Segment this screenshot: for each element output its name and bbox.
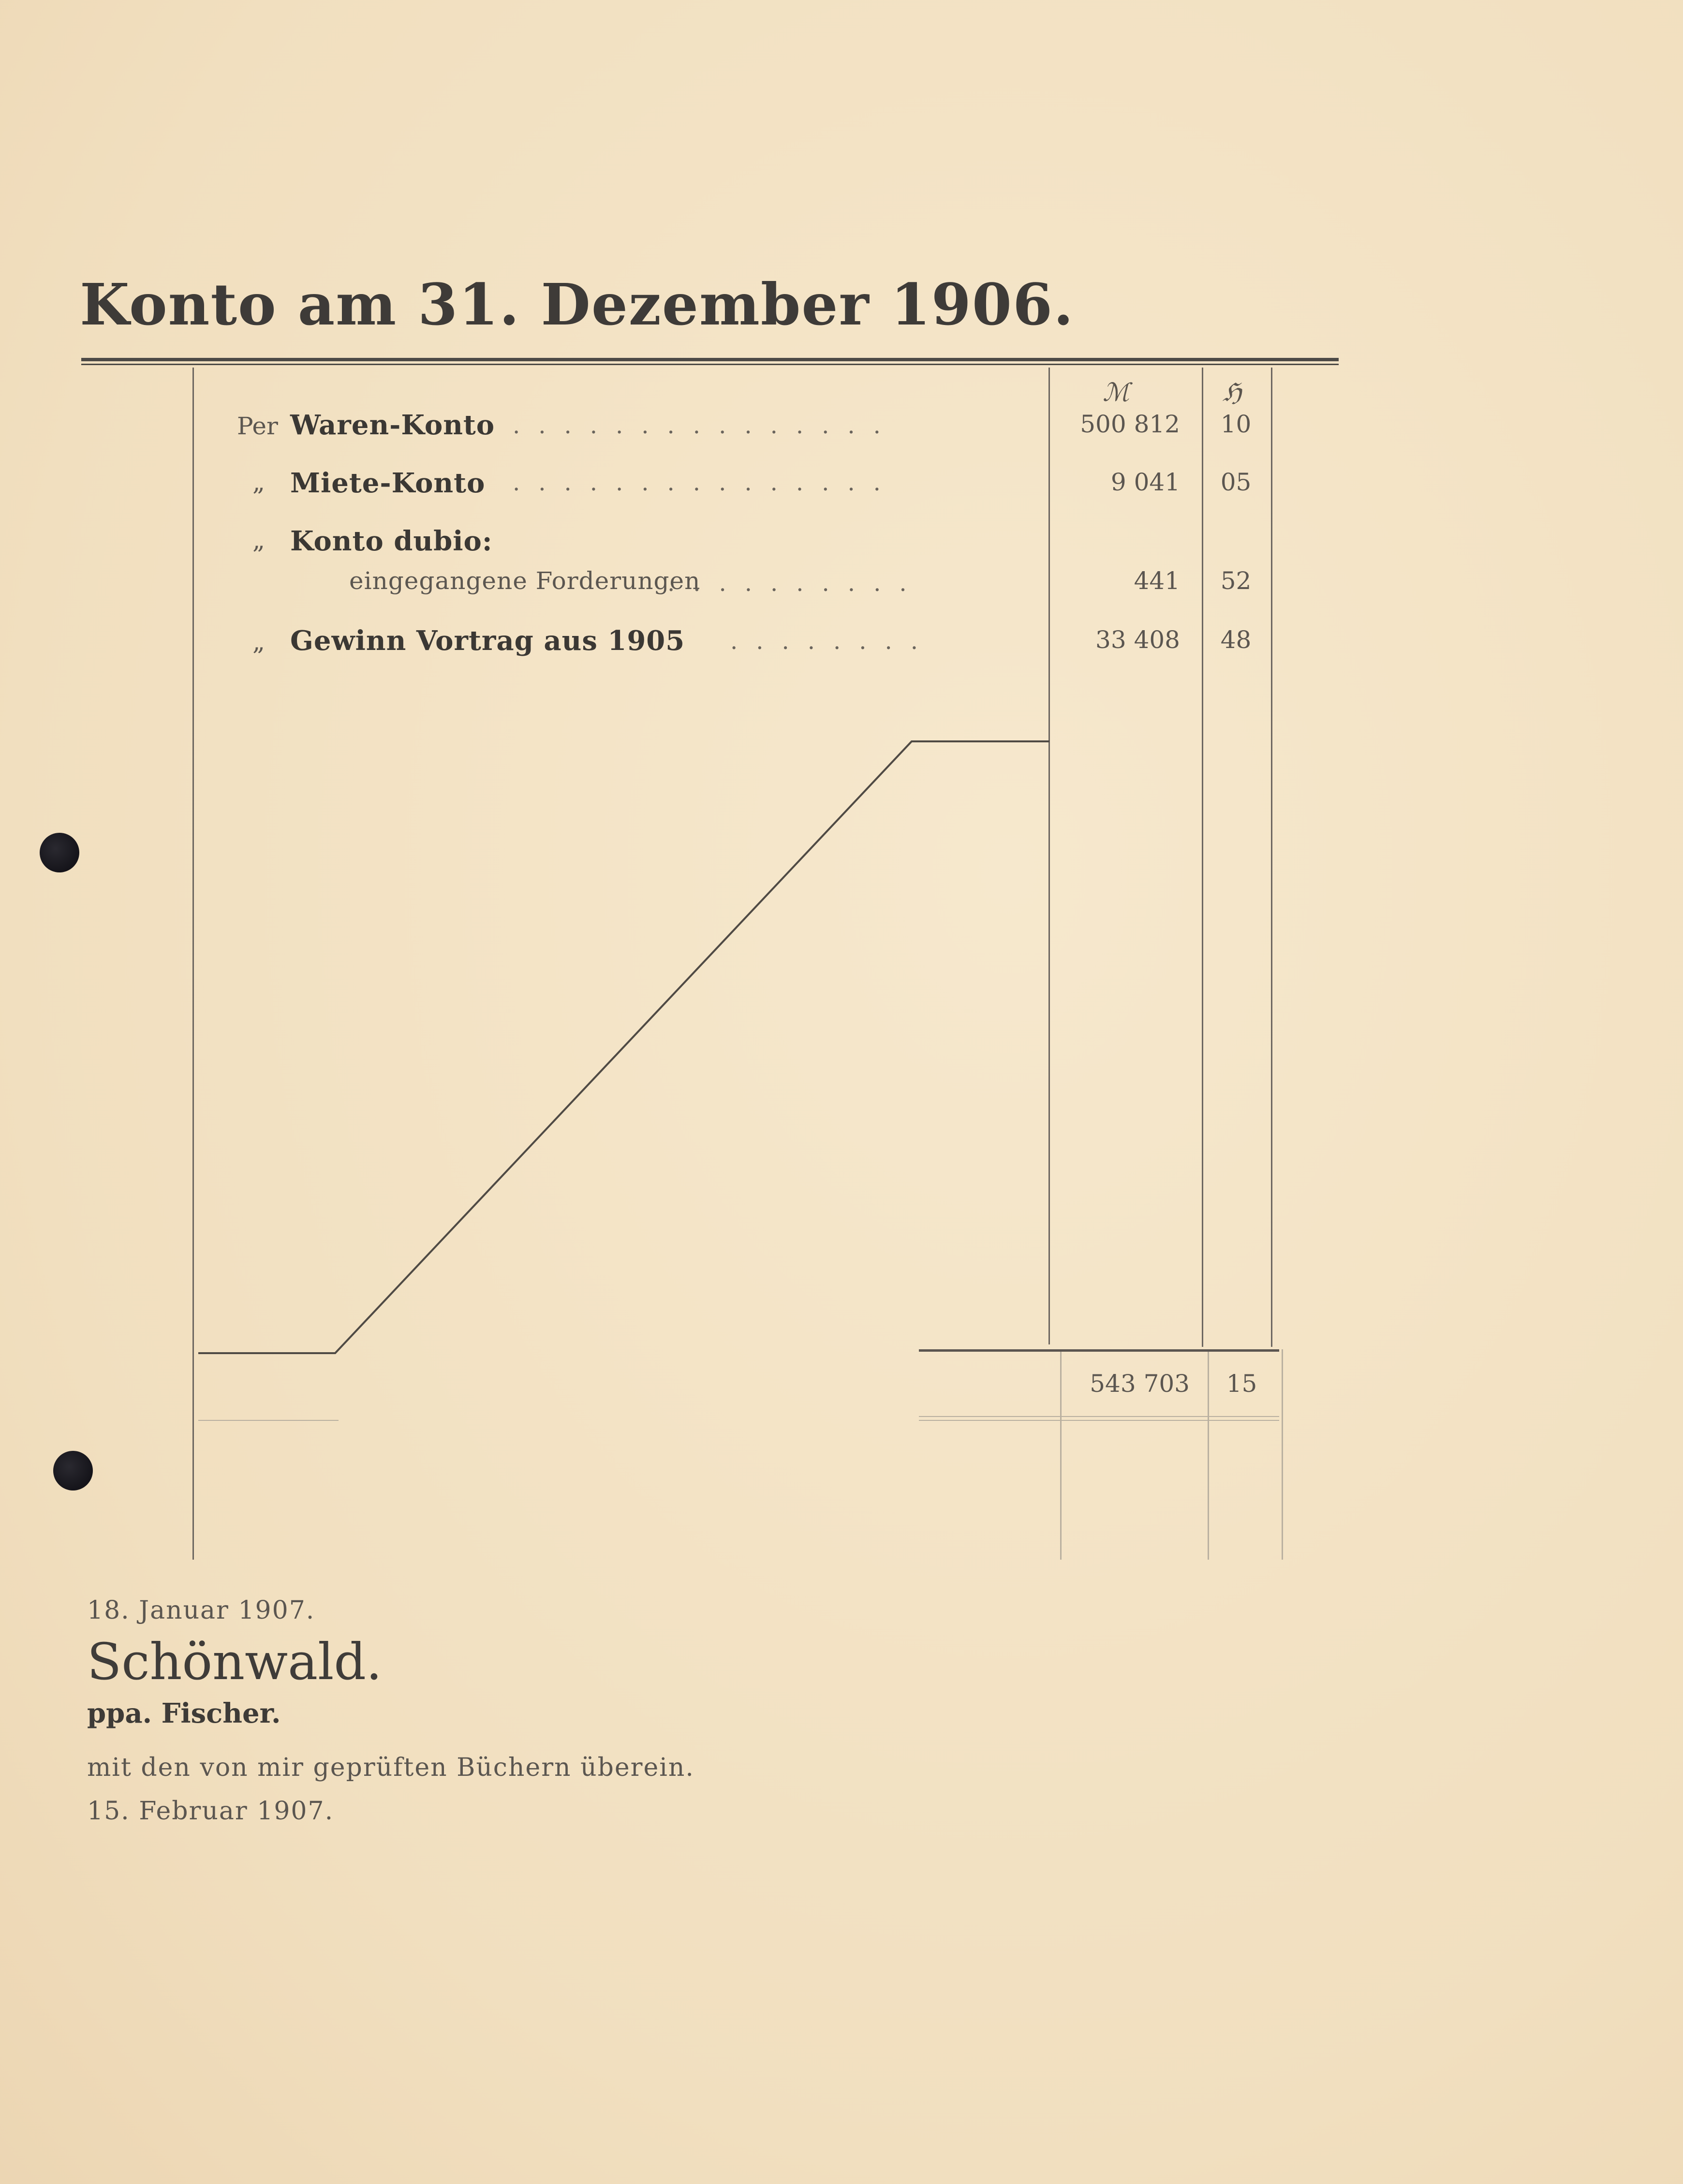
pfennig-column-header: ℌ [1223, 378, 1242, 407]
row-label-miete-konto: Miete-Konto [290, 467, 486, 499]
row-label-waren-konto: Waren-Konto [290, 409, 495, 441]
row-mark-value: 441 [1134, 567, 1180, 595]
row-pf-value: 10 [1220, 410, 1252, 438]
row-prefix: „ [252, 628, 265, 656]
total-mark-value: 543 703 [1090, 1370, 1190, 1398]
left-underline [198, 1420, 339, 1421]
row-pf-value: 48 [1220, 626, 1252, 654]
mark-column-header: ℳ [1103, 378, 1130, 407]
footer-date: 18. Januar 1907. [87, 1596, 315, 1625]
row-prefix: „ [252, 468, 265, 496]
row-label-konto-dubio: Konto dubio: [290, 525, 493, 557]
row-sub-label: eingegangene Forderungen [349, 567, 701, 595]
row-label-gewinn-vortrag: Gewinn Vortrag aus 1905 [290, 625, 685, 657]
footer-audit-note: mit den von mir geprüften Büchern überein. [87, 1753, 694, 1782]
total-underline-2 [919, 1420, 1279, 1421]
total-underline [919, 1416, 1279, 1417]
page-title: Konto am 31. Dezember 1906. [80, 271, 1075, 338]
row-prefix: Per [237, 412, 278, 440]
leader-dots: ............... [513, 412, 899, 439]
footer-signature: Schönwald. [87, 1632, 382, 1691]
leader-dots: ........ [730, 628, 937, 655]
leader-dots: .......... [667, 570, 925, 597]
footer-ppa: ppa. Fischer. [87, 1697, 281, 1729]
total-rule [919, 1349, 1279, 1352]
total-pf-value: 15 [1226, 1370, 1257, 1398]
row-pf-value: 52 [1220, 567, 1252, 595]
row-mark-value: 33 408 [1095, 626, 1180, 654]
row-prefix: „ [252, 526, 265, 554]
row-mark-value: 9 041 [1110, 468, 1180, 496]
row-mark-value: 500 812 [1080, 410, 1180, 438]
footer-audit-date: 15. Februar 1907. [87, 1797, 334, 1826]
row-pf-value: 05 [1220, 468, 1252, 496]
leader-dots: ............... [513, 469, 899, 496]
